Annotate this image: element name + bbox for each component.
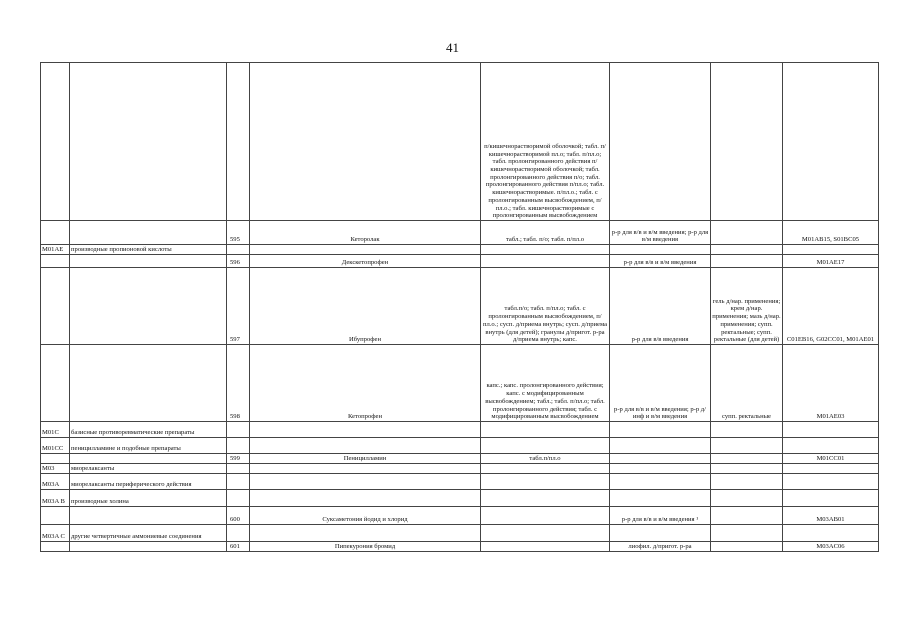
external-forms-cell	[711, 490, 783, 507]
group-name-cell: пеницилламине и подобные препараты	[70, 438, 227, 454]
oral-forms-cell	[481, 245, 610, 255]
drug-name-cell: Пипекурония бромид	[250, 542, 481, 552]
injection-forms-cell	[610, 245, 711, 255]
external-forms-cell	[711, 245, 783, 255]
drug-name-cell: Пеницилламин	[250, 454, 481, 464]
injection-forms-cell	[610, 422, 711, 438]
drug-name-cell	[250, 490, 481, 507]
atc-full-code-cell: M03AB01	[783, 507, 879, 525]
group-name-cell: производные холина	[70, 490, 227, 507]
atc-full-code-cell: M01CC01	[783, 454, 879, 464]
drug-name-cell: Кетопрофен	[250, 345, 481, 422]
atc-full-code-cell: M01AB15, S01BC05	[783, 221, 879, 245]
row-number-cell	[227, 422, 250, 438]
table-row	[41, 474, 879, 490]
table-row	[41, 245, 879, 255]
row-number-cell	[227, 438, 250, 454]
atc-code-cell	[41, 268, 70, 345]
row-number-cell	[227, 490, 250, 507]
atc-full-code-cell	[783, 245, 879, 255]
atc-full-code-cell	[783, 474, 879, 490]
injection-forms-cell	[610, 525, 711, 542]
injection-forms-cell: р-р для в/в и в/м введения ¹	[610, 507, 711, 525]
external-forms-cell: гель д/нар. применения; крем д/нар. применения; мазь д/нар. применения; супп. ректальные; супп. ректальные (для детей)	[711, 268, 783, 345]
drug-name-cell	[250, 464, 481, 474]
atc-full-code-cell: M01AE17	[783, 255, 879, 268]
injection-forms-cell	[610, 474, 711, 490]
injection-forms-cell: лиофил. д/пригот. р-ра	[610, 542, 711, 552]
table-row	[41, 345, 879, 422]
atc-code-cell	[41, 63, 70, 221]
table-row	[41, 422, 879, 438]
oral-forms-cell	[481, 474, 610, 490]
atc-code-cell	[41, 507, 70, 525]
group-name-cell: производные пропионовой кислоты	[70, 245, 227, 255]
table-row	[41, 542, 879, 552]
oral-forms-cell	[481, 507, 610, 525]
group-name-cell	[70, 255, 227, 268]
external-forms-cell	[711, 474, 783, 490]
atc-code-cell: M03A C	[41, 525, 70, 542]
oral-forms-cell: табл.п/о; табл. п/пл.о; табл. с пролонгированным высвобождением, п/пл.о.; сусп. д/приема внутрь; сусп. д/приема внутрь (для детей); гранулы д/пригот. р-ра д/приема внутрь; капс.	[481, 268, 610, 345]
oral-forms-cell	[481, 464, 610, 474]
injection-forms-cell: р-р для в/в и в/м введения	[610, 255, 711, 268]
table-row	[41, 255, 879, 268]
table-row	[41, 221, 879, 245]
row-number-cell	[227, 63, 250, 221]
group-name-cell	[70, 345, 227, 422]
injection-forms-cell: р-р для в/в введения	[610, 268, 711, 345]
drug-name-cell: Ибупрофен	[250, 268, 481, 345]
drug-name-cell	[250, 422, 481, 438]
atc-code-cell: M03A B	[41, 490, 70, 507]
table-row	[41, 464, 879, 474]
injection-forms-cell	[610, 464, 711, 474]
table-row	[41, 63, 879, 221]
drug-name-cell	[250, 438, 481, 454]
group-name-cell: миорелаксанты периферического действия	[70, 474, 227, 490]
oral-forms-cell	[481, 422, 610, 438]
atc-code-cell	[41, 345, 70, 422]
group-name-cell: другие четвертичные аммониевые соединения	[70, 525, 227, 542]
row-number-cell	[227, 245, 250, 255]
drug-name-cell: Суксаметония йодид и хлорид	[250, 507, 481, 525]
external-forms-cell	[711, 454, 783, 464]
row-number-cell	[227, 464, 250, 474]
external-forms-cell	[711, 221, 783, 245]
row-number-cell	[227, 525, 250, 542]
oral-forms-cell	[481, 490, 610, 507]
external-forms-cell	[711, 63, 783, 221]
group-name-cell	[70, 542, 227, 552]
atc-code-cell: M01C	[41, 422, 70, 438]
drug-name-cell	[250, 474, 481, 490]
drug-name-cell: Кеторолак	[250, 221, 481, 245]
atc-code-cell	[41, 454, 70, 464]
row-number-cell	[227, 474, 250, 490]
injection-forms-cell	[610, 438, 711, 454]
group-name-cell	[70, 454, 227, 464]
row-number-cell: 595	[227, 221, 250, 245]
atc-full-code-cell	[783, 525, 879, 542]
group-name-cell	[70, 268, 227, 345]
oral-forms-cell	[481, 542, 610, 552]
row-number-cell: 599	[227, 454, 250, 464]
group-name-cell: миорелаксанты	[70, 464, 227, 474]
atc-code-cell: M03A	[41, 474, 70, 490]
oral-forms-cell	[481, 255, 610, 268]
group-name-cell	[70, 63, 227, 221]
external-forms-cell	[711, 525, 783, 542]
oral-forms-cell	[481, 438, 610, 454]
oral-forms-cell: капс.; капс. пролонгированного действия; капс. с модифицированным высвобождением; табл.; табл. п/пл.о; табл. пролонгированного действия; табл. с модифицированным высвобождением	[481, 345, 610, 422]
atc-full-code-cell	[783, 438, 879, 454]
atc-code-cell: M03	[41, 464, 70, 474]
external-forms-cell	[711, 464, 783, 474]
atc-full-code-cell	[783, 63, 879, 221]
atc-code-cell	[41, 542, 70, 552]
external-forms-cell: супп. ректальные	[711, 345, 783, 422]
group-name-cell: базисные противоревматические препараты	[70, 422, 227, 438]
atc-full-code-cell	[783, 490, 879, 507]
external-forms-cell	[711, 542, 783, 552]
atc-full-code-cell: C01EB16, G02CC01, M01AE01	[783, 268, 879, 345]
atc-code-cell: M01AE	[41, 245, 70, 255]
table-row	[41, 507, 879, 525]
atc-code-cell	[41, 255, 70, 268]
drug-table	[40, 62, 879, 552]
injection-forms-cell: р-р для в/в и в/м введения; р-р для в/м введения	[610, 221, 711, 245]
table-row	[41, 454, 879, 464]
external-forms-cell	[711, 438, 783, 454]
oral-forms-cell: табл.п/пл.о	[481, 454, 610, 464]
atc-full-code-cell	[783, 422, 879, 438]
atc-code-cell	[41, 221, 70, 245]
group-name-cell	[70, 221, 227, 245]
row-number-cell: 600	[227, 507, 250, 525]
drug-name-cell: Декскетопрофен	[250, 255, 481, 268]
injection-forms-cell	[610, 490, 711, 507]
drug-name-cell	[250, 245, 481, 255]
external-forms-cell	[711, 507, 783, 525]
row-number-cell: 596	[227, 255, 250, 268]
injection-forms-cell	[610, 63, 711, 221]
drug-name-cell	[250, 63, 481, 221]
injection-forms-cell: р-р для в/в и в/м введения; р-р д/инф и в/м введения	[610, 345, 711, 422]
drug-name-cell	[250, 525, 481, 542]
injection-forms-cell	[610, 454, 711, 464]
page-number: 41	[446, 40, 459, 55]
row-number-cell: 598	[227, 345, 250, 422]
table-row	[41, 268, 879, 345]
external-forms-cell	[711, 255, 783, 268]
table-row	[41, 490, 879, 507]
table-row	[41, 525, 879, 542]
atc-full-code-cell: M01AE03	[783, 345, 879, 422]
row-number-cell: 597	[227, 268, 250, 345]
atc-full-code-cell	[783, 464, 879, 474]
atc-code-cell: M01CC	[41, 438, 70, 454]
atc-full-code-cell: M03AC06	[783, 542, 879, 552]
oral-forms-cell	[481, 525, 610, 542]
group-name-cell	[70, 507, 227, 525]
oral-forms-cell: п/кишечнорастворимой оболочкой; табл. п/кишечнорастворимой пл.о; табл. п/пл.о; табл. пролонгированного действия п/кишечнорастворимой оболочкой; табл. пролонгированного действия п/о; табл. пролонгированного действия п/пл.о; табл. кишечнорастворимые. п/пл.о.; табл. с пролонгированным высвобождением, п/пл.о.; табл. кишечнорастворимые с пролонгированным высвобождением	[481, 63, 610, 221]
external-forms-cell	[711, 422, 783, 438]
oral-forms-cell: табл.; табл. п/о; табл. п/пл.о	[481, 221, 610, 245]
table-row	[41, 438, 879, 454]
row-number-cell: 601	[227, 542, 250, 552]
